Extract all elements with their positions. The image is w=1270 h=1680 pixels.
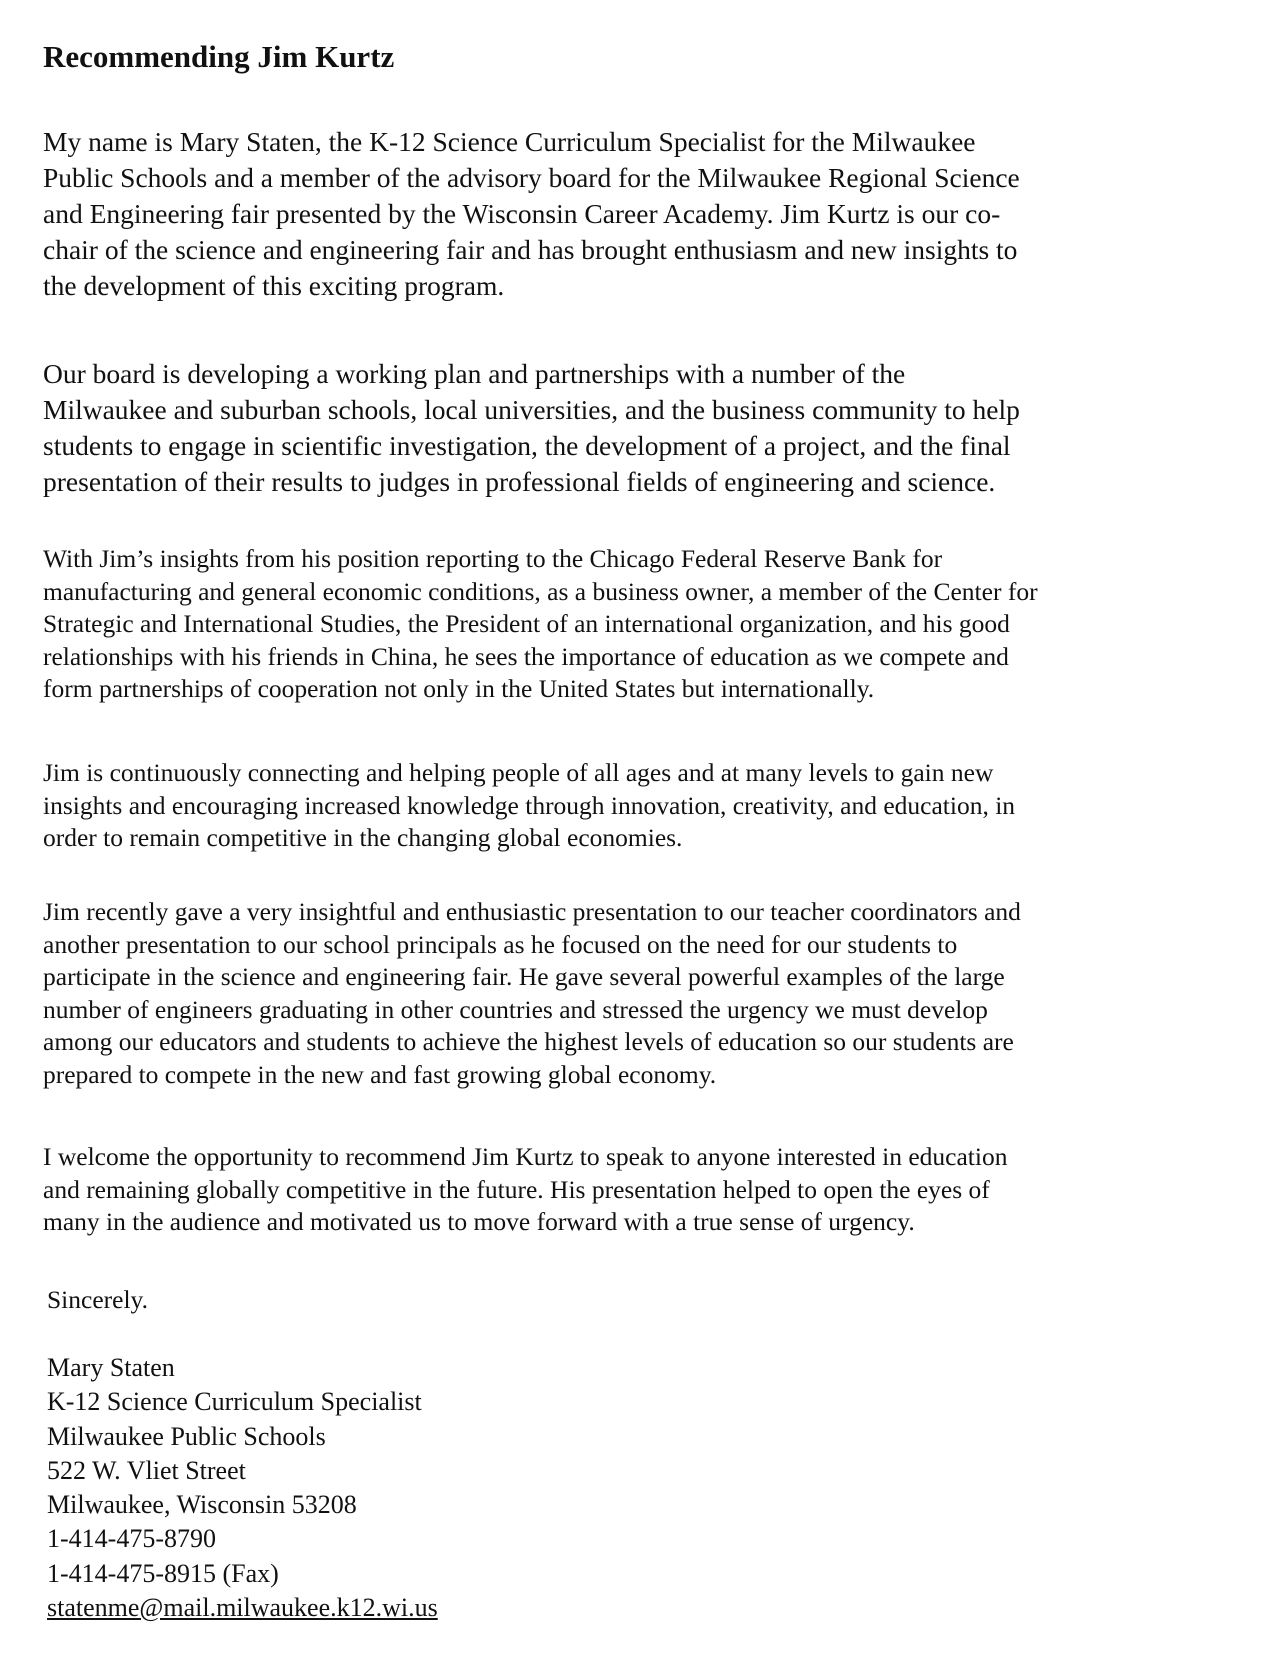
paragraph-line: My name is Mary Staten, the K-12 Science Curriculum Specialist for the Milwaukee bbox=[43, 126, 976, 157]
paragraph-line: presentation of their results to judges in professional fields of engineering and science. bbox=[43, 466, 996, 497]
paragraph-line: order to remain competitive in the changing global economies. bbox=[43, 823, 683, 853]
paragraph-line: Our board is developing a working plan and partnerships with a number of the bbox=[43, 358, 906, 389]
paragraph-recommendation bbox=[43, 1141, 1007, 1239]
paragraph-line: many in the audience and motivated us to move forward with a true sense of urgency. bbox=[43, 1207, 915, 1237]
paragraph-introduction bbox=[43, 124, 1020, 304]
paragraph-line: and remaining globally competitive in the future. His presentation helped to open the eyes of bbox=[43, 1174, 990, 1204]
paragraph-line: prepared to compete in the new and fast growing global economy. bbox=[43, 1059, 717, 1089]
paragraph-insights bbox=[43, 543, 1038, 706]
paragraph-line: insights and encouraging increased knowledge through innovation, creativity, and education, in bbox=[43, 790, 1016, 820]
signer-fax: 1-414-475-8915 (Fax) bbox=[47, 1558, 279, 1588]
paragraph-connecting bbox=[43, 757, 1015, 855]
paragraph-line: relationships with his friends in China, he sees the importance of education as we compete and bbox=[43, 641, 1009, 671]
paragraph-line: another presentation to our school principals as he focused on the need for our students to bbox=[43, 929, 958, 959]
paragraph-line: Strategic and International Studies, the President of an international organization, and his good bbox=[43, 609, 1010, 639]
paragraph-line: participate in the science and engineering fair. He gave several powerful examples of the large bbox=[43, 962, 1005, 992]
signer-city-state-zip: Milwaukee, Wisconsin 53208 bbox=[47, 1490, 357, 1520]
paragraph-presentation bbox=[43, 896, 1021, 1092]
paragraph-line: Jim is continuously connecting and helping people of all ages and at many levels to gain new bbox=[43, 758, 994, 787]
paragraph-line: the development of this exciting program. bbox=[43, 270, 505, 301]
paragraph-line: chair of the science and engineering fair and has brought enthusiasm and new insights to bbox=[43, 234, 1018, 265]
paragraph-line: I welcome the opportunity to recommend Jim Kurtz to speak to anyone interested in education bbox=[43, 1142, 1008, 1171]
paragraph-line: Milwaukee and suburban schools, local universities, and the business community to help bbox=[43, 394, 1020, 425]
signature-block bbox=[47, 1351, 438, 1625]
signer-name: Mary Staten bbox=[47, 1353, 175, 1382]
signer-email-link[interactable]: statenme@mail.milwaukee.k12.wi.us bbox=[47, 1593, 438, 1623]
paragraph-line: and Engineering fair presented by the Wisconsin Career Academy. Jim Kurtz is our co- bbox=[43, 198, 1001, 229]
paragraph-line: students to engage in scientific investigation, the development of a project, and the final bbox=[43, 430, 1011, 461]
closing-salutation: Sincerely. bbox=[47, 1285, 149, 1314]
paragraph-line: With Jim’s insights from his position reporting to the Chicago Federal Reserve Bank for bbox=[43, 544, 943, 573]
letter-title: Recommending Jim Kurtz bbox=[43, 39, 395, 74]
paragraph-line: manufacturing and general economic conditions, as a business owner, a member of the Center for bbox=[43, 576, 1038, 606]
signer-phone: 1-414-475-8790 bbox=[47, 1524, 216, 1554]
signer-street-address: 522 W. Vliet Street bbox=[47, 1455, 246, 1485]
paragraph-board-plan bbox=[43, 356, 1020, 500]
paragraph-line: form partnerships of cooperation not only in the United States but internationally. bbox=[43, 674, 875, 704]
signer-position: K-12 Science Curriculum Specialist bbox=[47, 1387, 422, 1417]
signer-organization: Milwaukee Public Schools bbox=[47, 1421, 326, 1451]
paragraph-line: Jim recently gave a very insightful and enthusiastic presentation to our teacher coordinators and bbox=[43, 897, 1021, 926]
paragraph-line: among our educators and students to achieve the highest levels of education so our students are bbox=[43, 1027, 1014, 1057]
paragraph-line: number of engineers graduating in other countries and stressed the urgency we must develop bbox=[43, 994, 988, 1024]
paragraph-line: Public Schools and a member of the advisory board for the Milwaukee Regional Science bbox=[43, 162, 1020, 193]
